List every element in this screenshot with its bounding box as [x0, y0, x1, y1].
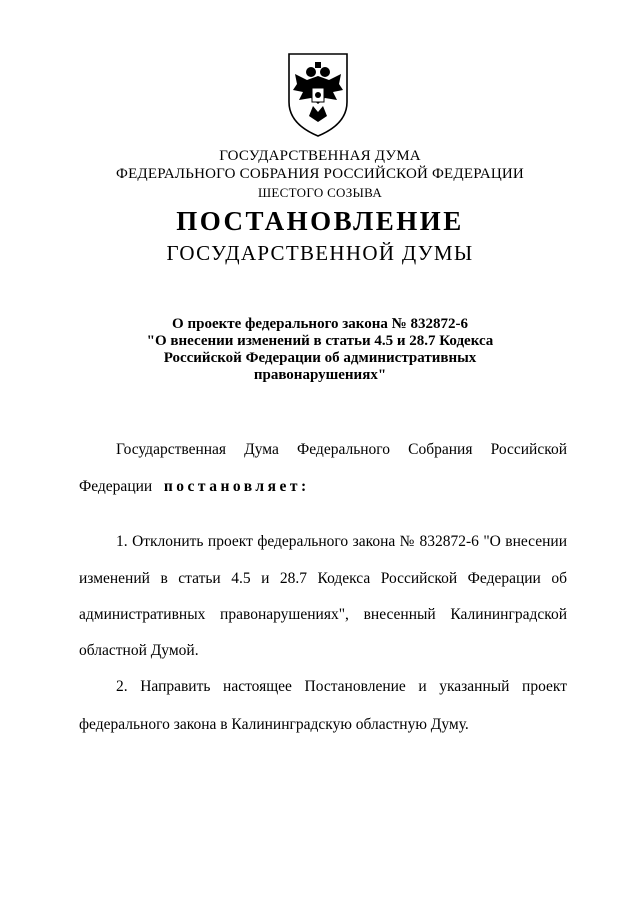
item1-line4: областной Думой. — [79, 642, 199, 659]
item2-line1: 2. Направить настоящее Постановление и указанный проект — [116, 678, 567, 695]
preamble-subject: Федерации — [79, 478, 153, 495]
subject-line: Российской Федерации об административных — [163, 350, 477, 366]
subject-line: правонарушениях" — [253, 367, 387, 383]
document-subtitle: ГОСУДАРСТВЕННОЙ ДУМЫ — [166, 241, 474, 265]
item2-line2: федерального закона в Калининградскую областную Думу. — [79, 716, 469, 733]
item1-line3: административных правонарушениях", внесенный Калининградской — [79, 606, 567, 623]
subject-line: О проекте федерального закона № 832872-6 — [172, 316, 468, 332]
preamble-line1: Государственная Дума Федерального Собрания Российской — [116, 441, 567, 458]
document-title: ПОСТАНОВЛЕНИЕ — [176, 206, 464, 236]
item1-line1: 1. Отклонить проект федерального закона № 832872-6 "О внесении — [116, 533, 567, 550]
item1-line2: изменений в статьи 4.5 и 28.7 Кодекса Российской Федерации об — [79, 570, 567, 587]
resolves-verb: постановляет: — [163, 478, 310, 495]
subject-line: "О внесении изменений в статьи 4.5 и 28.7 Кодекса — [146, 333, 494, 349]
org-name-line2: ФЕДЕРАЛЬНОГО СОБРАНИЯ РОССИЙСКОЙ ФЕДЕРАЦИИ — [116, 166, 524, 182]
convocation: ШЕСТОГО СОЗЫВА — [257, 185, 383, 200]
preamble-line2 — [79, 478, 567, 498]
org-name-line1: ГОСУДАРСТВЕННАЯ ДУМА — [219, 148, 421, 164]
coat-of-arms-emblem — [283, 50, 353, 138]
document-subject — [0, 316, 640, 384]
